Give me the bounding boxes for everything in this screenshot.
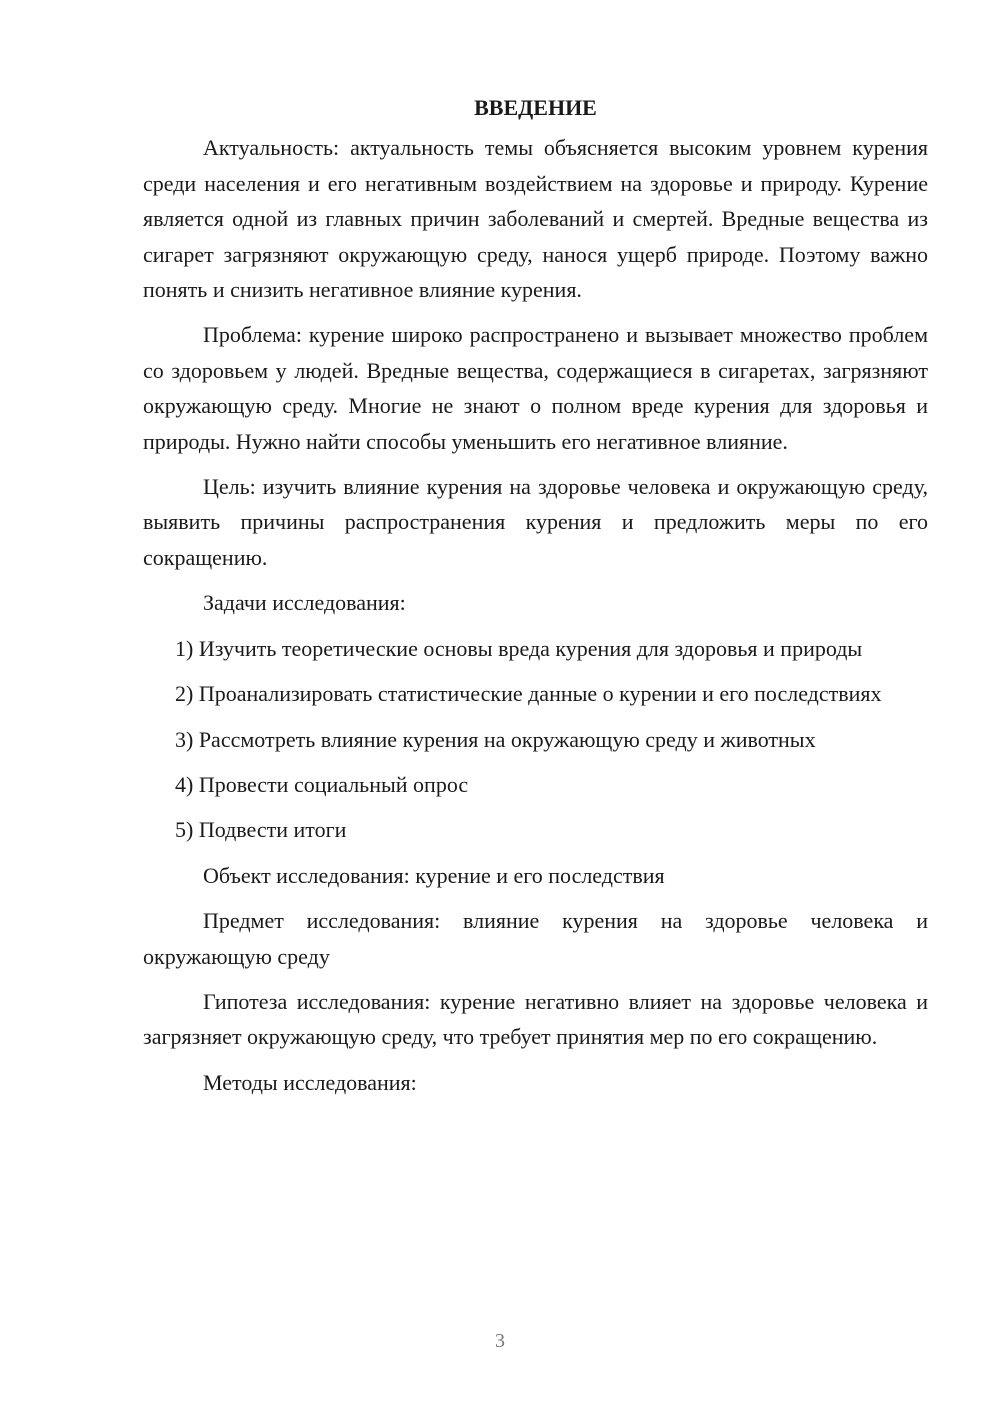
tasks-heading: Задачи исследования: — [203, 590, 406, 616]
section-title: ВВЕДЕНИЕ — [474, 95, 597, 120]
research-object: Объект исследования: курение и его последствия — [203, 862, 665, 888]
task-item-5: 5) Подвести итоги — [175, 817, 347, 843]
goal-paragraph: Цель: изучить влияние курения на здоровье человека и окружающую среду, выявить причины распространения курения и предложить меры по его сокращению. — [143, 474, 928, 570]
relevance-paragraph: Актуальность: актуальность темы объясняется высоким уровнем курения среди населения и его негативным воздействием на здоровье и природу. Курение является одной из главных причин заболеваний и смертей. Вредные вещества из сигарет загрязняют окружающую среду, нанося ущерб природе. Поэтому важно понять и снизить негативное влияние курения. — [143, 135, 928, 303]
task-item-1: 1) Изучить теоретические основы вреда курения для здоровья и природы — [175, 635, 863, 661]
task-item-4: 4) Провести социальный опрос — [175, 771, 469, 797]
research-hypothesis: Гипотеза исследования: курение негативно влияет на здоровье человека и загрязняет окружающую среду, что требует принятия мер по его сокращению. — [143, 988, 928, 1050]
methods-heading: Методы исследования: — [203, 1069, 417, 1095]
research-subject: Предмет исследования: влияние курения на здоровье человека и окружающую среду — [143, 908, 928, 969]
page-content — [143, 90, 928, 1110]
task-item-3: 3) Рассмотреть влияние курения на окружающую среду и животных — [175, 726, 816, 752]
problem-paragraph: Проблема: курение широко распространено и вызывает множество проблем со здоровьем у людей. Вредные вещества, содержащиеся в сигаретах, загрязняют окружающую среду. Многие не знают о полном вреде курения для здоровья и природы. Нужно найти способы уменьшить его негативное влияние. — [143, 322, 928, 454]
task-item-2: 2) Проанализировать статистические данные о курении и его последствиях — [175, 681, 882, 707]
page-number: 3 — [495, 1330, 505, 1352]
